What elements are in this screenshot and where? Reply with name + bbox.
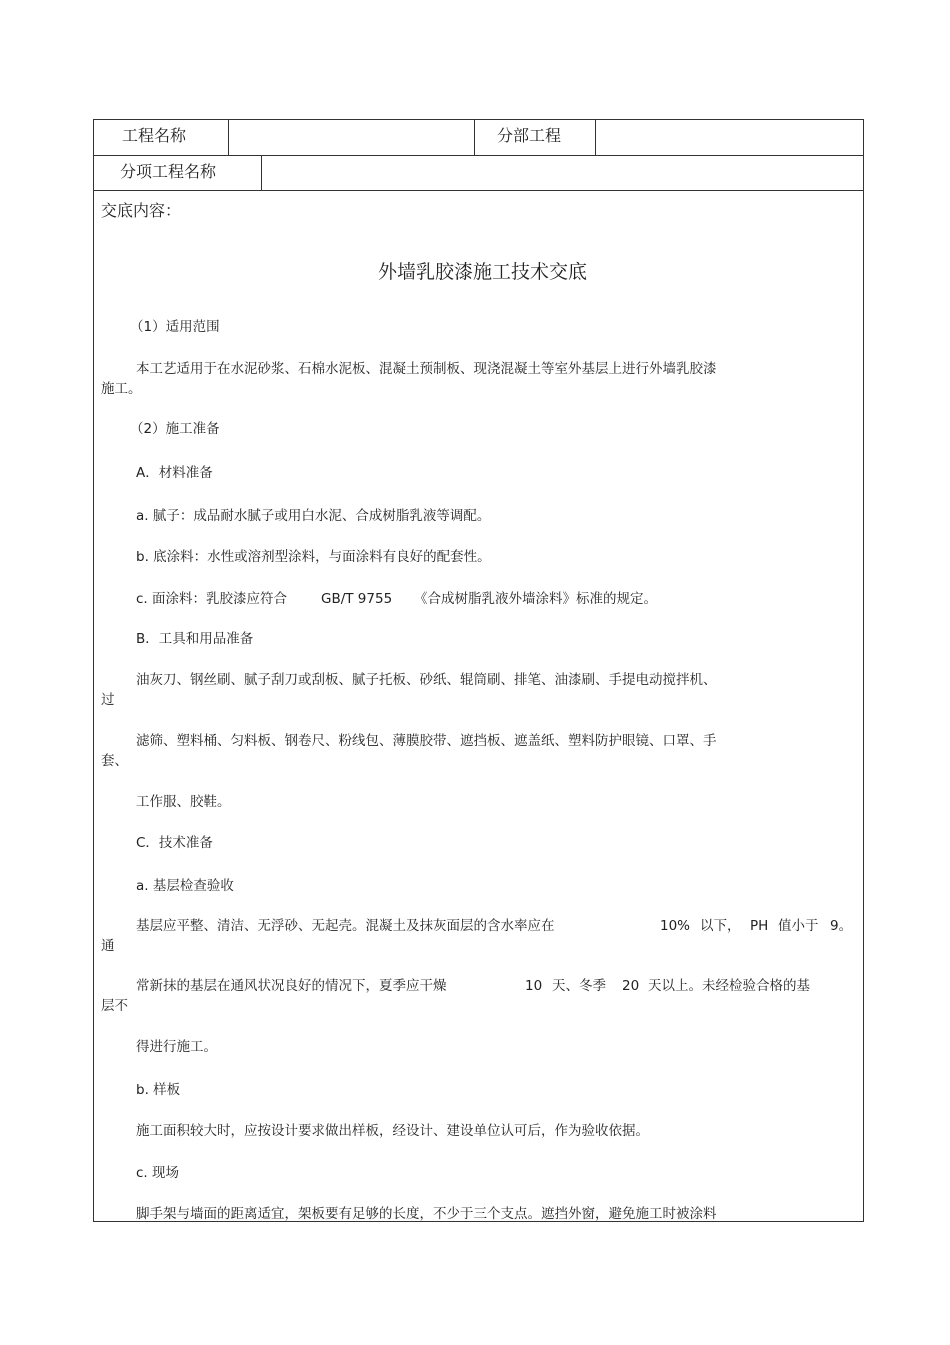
table-col-divider: [261, 155, 262, 190]
paragraph-line: c. 面涂料：乳胶漆应符合: [136, 591, 288, 607]
value-text: 天以上。未经检验合格的基: [648, 978, 810, 994]
paragraph-line: b. 底涂料：水性或溶剂型涂料，与面涂料有良好的配套性。: [136, 549, 491, 565]
value-text: 10%: [660, 918, 691, 934]
table-right-border: [863, 119, 864, 1222]
standard-code: GB/T 9755: [321, 591, 393, 607]
subitem-label: 分项工程名称: [120, 162, 217, 181]
table-left-border: [93, 119, 94, 1222]
paragraph-line: 《合成树脂乳液外墙涂料》标准的规定。: [414, 591, 657, 607]
project-name-label: 工程名称: [122, 126, 187, 145]
value-text: 以下，: [700, 918, 741, 934]
value-text: 20: [622, 978, 640, 994]
subsection-heading: A．材料准备: [136, 465, 213, 481]
paragraph-line: 工作服、胶鞋。: [136, 794, 231, 810]
table-top-border: [93, 119, 864, 120]
section-heading: （2）施工准备: [130, 421, 220, 437]
table-col-divider: [228, 119, 229, 155]
paragraph-line: 通: [101, 938, 115, 954]
value-text: 值小于: [778, 918, 819, 934]
paragraph-line: a. 基层检查验收: [136, 878, 234, 894]
table-col-divider: [474, 119, 475, 155]
value-text: 天、冬季: [552, 978, 606, 994]
paragraph-line: 脚手架与墙面的距离适宜，架板要有足够的长度，不少于三个支点。遮挡外窗，避免施工时被涂料: [136, 1206, 717, 1222]
value-text: 9。: [830, 918, 853, 934]
paragraph-line: c. 现场: [136, 1165, 180, 1181]
paragraph-line: 常新抹的基层在通风状况良好的情况下，夏季应干燥: [136, 978, 447, 994]
paragraph-line: 基层应平整、清洁、无浮砂、无起壳。混凝土及抹灰面层的含水率应在: [136, 918, 555, 934]
paragraph-line: 过: [101, 692, 115, 708]
division-label: 分部工程: [497, 126, 562, 145]
paragraph-line: 施工面积较大时，应按设计要求做出样板，经设计、建设单位认可后，作为验收依据。: [136, 1123, 649, 1139]
table-col-divider: [595, 119, 596, 155]
value-text: 10: [525, 978, 543, 994]
paragraph-line: 层不: [101, 998, 128, 1014]
value-text: PH: [750, 918, 769, 934]
section-heading: （1）适用范围: [130, 319, 220, 335]
table-row2-border: [93, 190, 864, 191]
table-row1-border: [93, 155, 864, 156]
paragraph-line: 本工艺适用于在水泥砂浆、石棉水泥板、混凝土预制板、现浇混凝土等室外基层上进行外墙乳胶漆: [136, 361, 717, 377]
paragraph-line: 施工。: [101, 381, 142, 397]
content-label: 交底内容：: [101, 201, 182, 220]
doc-title: 外墙乳胶漆施工技术交底: [378, 261, 588, 283]
paragraph-line: 滤筛、塑料桶、匀料板、钢卷尺、粉线包、薄膜胶带、遮挡板、遮盖纸、塑料防护眼镜、口罩、手: [136, 733, 717, 749]
paragraph-line: 套、: [101, 753, 128, 769]
paragraph-line: b. 样板: [136, 1082, 181, 1098]
paragraph-line: a. 腻子：成品耐水腻子或用白水泥、合成树脂乳液等调配。: [136, 508, 491, 524]
subsection-heading: B．工具和用品准备: [136, 631, 254, 647]
subsection-heading: C．技术准备: [136, 835, 213, 851]
paragraph-line: 得进行施工。: [136, 1039, 217, 1055]
paragraph-line: 油灰刀、钢丝刷、腻子刮刀或刮板、腻子托板、砂纸、辊筒刷、排笔、油漆刷、手提电动搅拌机、: [136, 672, 717, 688]
